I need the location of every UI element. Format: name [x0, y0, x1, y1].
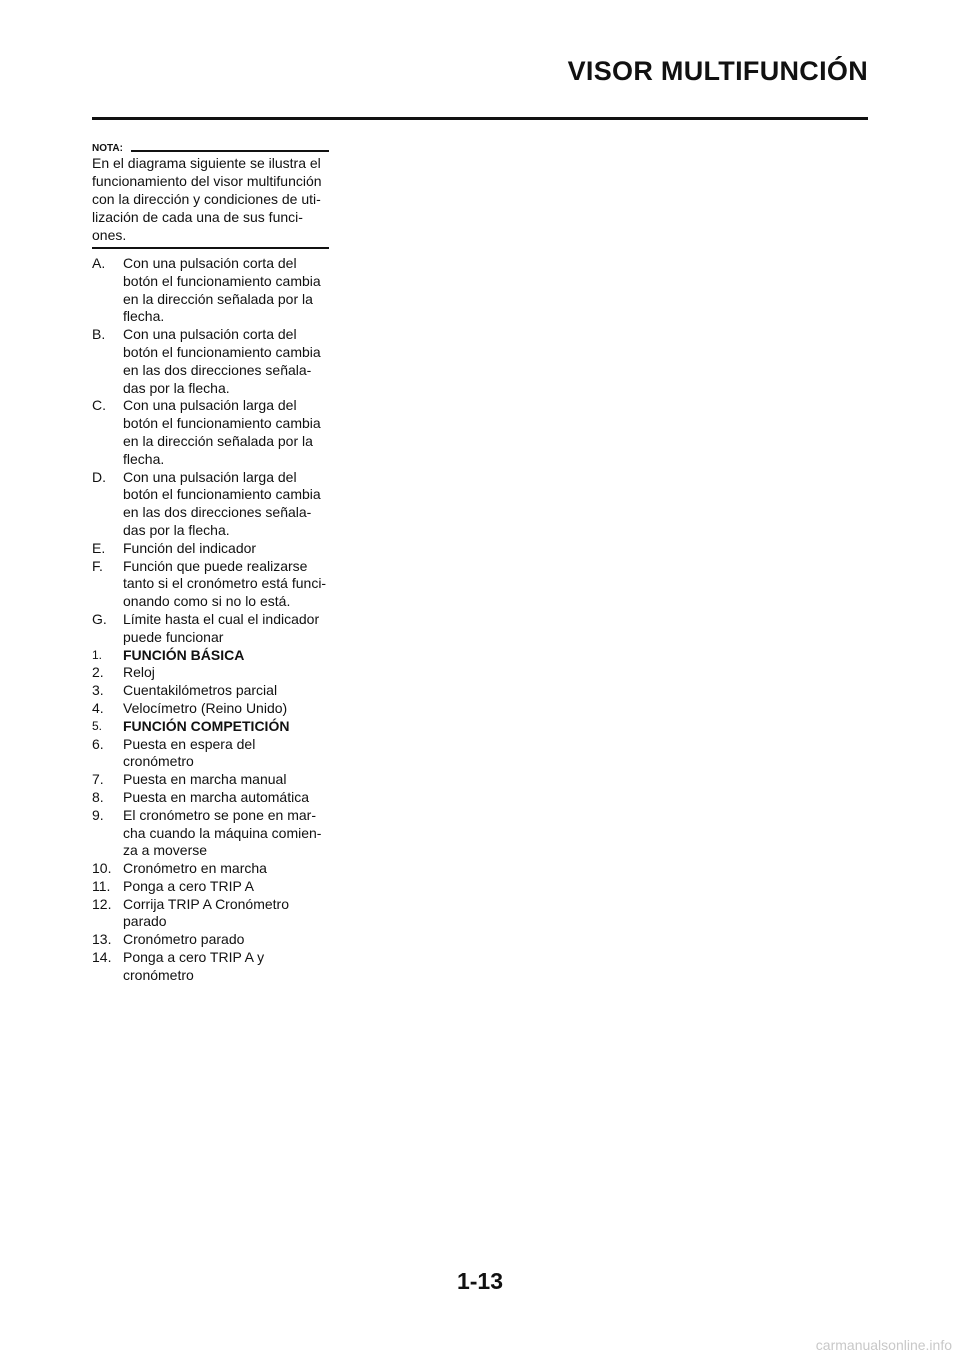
legend-list: [92, 255, 337, 985]
legend-item: [92, 807, 337, 860]
note-label: NOTA:: [92, 143, 123, 154]
legend-text: [123, 611, 337, 647]
legend-text: [123, 860, 337, 878]
legend-text: [123, 896, 337, 932]
legend-line: botón el funcionamiento cambia: [123, 415, 321, 432]
legend-text: [123, 558, 337, 611]
legend-item: [92, 664, 337, 682]
legend-line: El cronómetro se pone en mar-: [123, 806, 316, 823]
legend-key: 3.: [92, 682, 104, 699]
legend-item: [92, 949, 337, 985]
legend-item: [92, 736, 337, 772]
legend-line: Función del indicador: [123, 539, 257, 556]
legend-text: [123, 931, 337, 949]
legend-line: cronómetro: [123, 753, 194, 770]
legend-line: en las dos direcciones señala-: [123, 361, 312, 378]
legend-item: [92, 682, 337, 700]
legend-line: Cronómetro en marcha: [123, 860, 267, 877]
legend-key: 12.: [92, 895, 112, 912]
legend-key: 6.: [92, 735, 104, 752]
legend-key: 5.: [92, 718, 103, 733]
legend-line: Ponga a cero TRIP A y: [123, 949, 265, 966]
legend-line: en la dirección señalada por la: [123, 432, 313, 449]
legend-item: [92, 255, 337, 326]
legend-text: [123, 664, 337, 682]
legend-key: 2.: [92, 664, 104, 681]
legend-line: botón el funcionamiento cambia: [123, 272, 321, 289]
legend-item: [92, 647, 337, 665]
note-line: ones.: [92, 227, 127, 243]
legend-item: [92, 896, 337, 932]
legend-key: F.: [92, 557, 103, 574]
legend-line: Corrija TRIP A Cronómetro: [123, 895, 289, 912]
legend-line: flecha.: [123, 450, 165, 467]
legend-key: 13.: [92, 931, 112, 948]
legend-line: Con una pulsación larga del: [123, 468, 297, 485]
legend-text: [123, 700, 337, 718]
legend-line: Con una pulsación larga del: [123, 397, 297, 414]
legend-line: Cronómetro parado: [123, 931, 245, 948]
note-divider-bottom: [92, 247, 329, 249]
legend-item: [92, 469, 337, 540]
legend-item: [92, 718, 337, 736]
legend-line: FUNCIÓN COMPETICIÓN: [123, 717, 290, 734]
legend-line: Con una pulsación corta del: [123, 255, 297, 271]
legend-line: en la dirección señalada por la: [123, 290, 313, 307]
legend-key: 11.: [92, 877, 111, 894]
note-line: funcionamiento del visor multifunción: [92, 173, 322, 189]
legend-line: en las dos direcciones señala-: [123, 504, 312, 521]
legend-line: Velocímetro (Reino Unido): [123, 699, 288, 716]
legend-line: parado: [123, 913, 167, 930]
legend-key: 9.: [92, 806, 104, 823]
note-line: En el diagrama siguiente se ilustra el: [92, 155, 321, 171]
legend-item: [92, 540, 337, 558]
legend-line: botón el funcionamiento cambia: [123, 343, 321, 360]
legend-text: [123, 718, 337, 736]
legend-text: [123, 789, 337, 807]
legend-text: [123, 469, 337, 540]
legend-line: Puesta en espera del: [123, 735, 256, 752]
legend-line: botón el funcionamiento cambia: [123, 486, 321, 503]
legend-text: [123, 540, 337, 558]
legend-item: [92, 931, 337, 949]
legend-text: [123, 255, 337, 326]
legend-key: 8.: [92, 788, 104, 805]
legend-line: Función que puede realizarse: [123, 557, 308, 574]
legend-line: Puesta en marcha manual: [123, 771, 287, 788]
legend-line: Cuentakilómetros parcial: [123, 682, 278, 699]
legend-line: das por la flecha.: [123, 379, 230, 396]
legend-key: E.: [92, 539, 106, 556]
legend-line: Ponga a cero TRIP A: [123, 877, 255, 894]
legend-line: tanto si el cronómetro está funci-: [123, 575, 327, 592]
watermark: carmanualsonline.info: [815, 1337, 952, 1353]
legend-key: 10.: [92, 860, 112, 877]
legend-line: Límite hasta el cual el indicador: [123, 610, 320, 627]
legend-line: onando como si no lo está.: [123, 593, 291, 610]
legend-text: [123, 878, 337, 896]
legend-line: Puesta en marcha automática: [123, 788, 309, 805]
note-line: con la dirección y condiciones de uti-: [92, 191, 321, 207]
legend-text: [123, 736, 337, 772]
legend-text: [123, 682, 337, 700]
page-number: 1-13: [456, 1268, 504, 1294]
legend-line: puede funcionar: [123, 628, 224, 645]
legend-item: [92, 326, 337, 397]
legend-line: cha cuando la máquina comien-: [123, 824, 322, 841]
legend-item: [92, 700, 337, 718]
legend-item: [92, 397, 337, 468]
legend-key: C.: [92, 397, 106, 414]
legend-item: [92, 771, 337, 789]
legend-line: Con una pulsación corta del: [123, 326, 297, 343]
legend-text: [123, 647, 337, 665]
legend-text: [123, 326, 337, 397]
legend-line: Reloj: [123, 664, 155, 681]
legend-line: flecha.: [123, 308, 165, 325]
note-divider-top: [131, 150, 329, 152]
legend-key: A.: [92, 255, 106, 271]
legend-item: [92, 860, 337, 878]
legend-key: 14.: [92, 949, 112, 966]
legend-key: B.: [92, 326, 106, 343]
legend-key: 4.: [92, 699, 104, 716]
legend-item: [92, 558, 337, 611]
legend-text: [123, 771, 337, 789]
header-divider: [92, 117, 868, 120]
legend-key: 7.: [92, 771, 104, 788]
legend-text: [123, 949, 337, 985]
legend-item: [92, 878, 337, 896]
note-text: [92, 154, 332, 244]
legend-item: [92, 789, 337, 807]
legend-item: [92, 611, 337, 647]
legend-text: [123, 397, 337, 468]
legend-line: das por la flecha.: [123, 521, 230, 538]
legend-key: 1.: [92, 647, 103, 662]
note-line: lización de cada una de sus funci-: [92, 209, 303, 225]
legend-text: [123, 807, 337, 860]
legend-line: cronómetro: [123, 966, 194, 983]
legend-line: FUNCIÓN BÁSICA: [123, 646, 245, 663]
page-title: VISOR MULTIFUNCIÓN: [567, 56, 868, 86]
legend-key: D.: [92, 468, 106, 485]
legend-key: G.: [92, 610, 107, 627]
legend-line: za a moverse: [123, 842, 208, 859]
